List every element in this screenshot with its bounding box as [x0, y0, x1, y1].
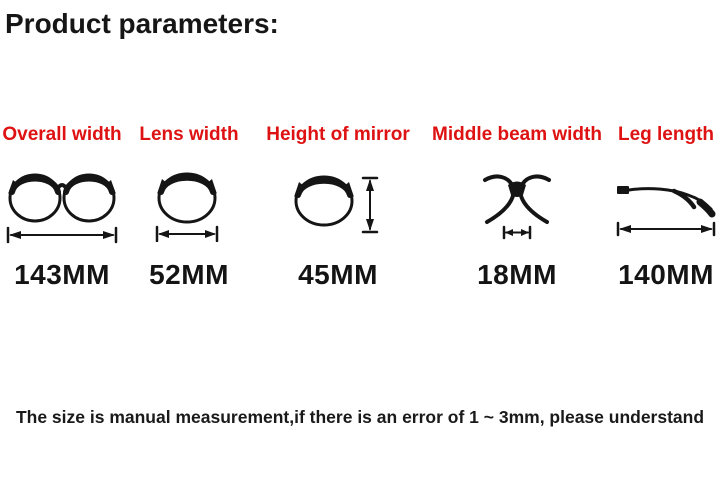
param-label: Overall width — [2, 124, 122, 145]
param-value: 18MM — [477, 259, 557, 290]
param-value: 45MM — [298, 259, 378, 290]
temple-length-icon — [616, 153, 716, 259]
measurement-disclaimer: The size is manual measurement,if there is an error of 1 ~ 3mm, please understand — [15, 407, 705, 427]
param-label: Leg length — [617, 124, 715, 145]
param-column-leg-length — [612, 122, 720, 291]
param-value: 143MM — [14, 259, 110, 290]
param-value: 140MM — [618, 259, 714, 290]
param-label: Height of mirror — [266, 124, 410, 145]
param-column-overall-width — [0, 122, 124, 291]
glasses-front-width-icon — [6, 153, 118, 259]
bridge-width-icon — [482, 153, 552, 259]
page-title: Product parameters: — [5, 8, 279, 39]
param-column-middle-beam-width — [424, 122, 610, 291]
lens-width-icon — [150, 153, 228, 259]
param-column-height-of-mirror — [256, 122, 420, 291]
param-value: 52MM — [149, 259, 229, 290]
param-label: Middle beam width — [432, 124, 602, 145]
param-label: Lens width — [139, 124, 239, 145]
lens-height-icon — [291, 153, 385, 259]
param-column-lens-width — [128, 122, 250, 291]
